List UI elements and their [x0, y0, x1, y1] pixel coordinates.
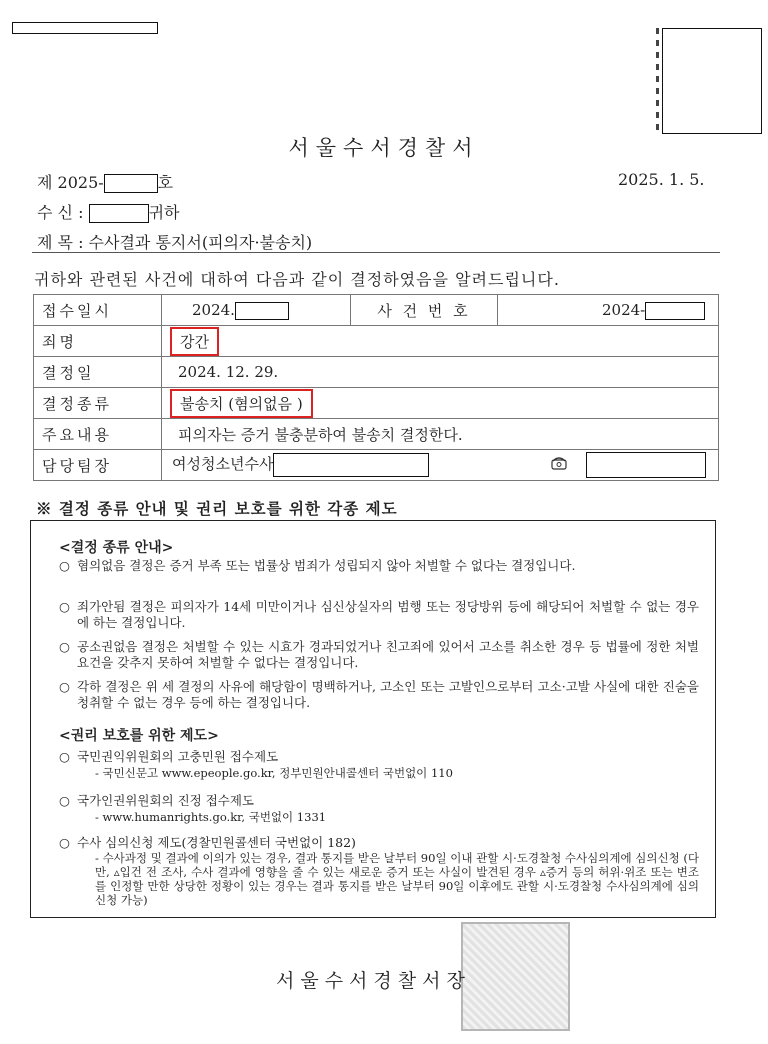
table-row [34, 326, 719, 357]
table-row [34, 450, 719, 481]
redacted-receipt [235, 302, 289, 320]
document-date: 2025. 1. 5. [618, 170, 705, 189]
list-item: ○ 혐의없음 결정은 증거 부족 또는 법률상 범죄가 성립되지 않아 처벌할 수 없다는 결정입니다. [59, 558, 576, 573]
team-value: 여성청소년수사 [162, 450, 719, 481]
decision-type-label: 결정종류 [34, 388, 162, 419]
highlight-box: 불송치 (혐의없음 ) [170, 389, 313, 418]
divider [32, 252, 720, 253]
case-number-value: 2024- [498, 295, 719, 326]
redacted-header-bar [12, 22, 158, 34]
redacted-phone [586, 452, 706, 478]
table-row [34, 357, 719, 388]
crime-value [162, 326, 719, 357]
team-label: 담당팀장 [34, 450, 162, 481]
signature: 서울수서경찰서장 [276, 970, 471, 992]
info-box [30, 520, 716, 918]
decision-heading: <결정 종류 안내> [59, 540, 174, 556]
list-item: ○ 국가인권위원회의 진정 접수제도 - www.humanrights.go.kr, 국번없이 1331 [59, 793, 327, 824]
list-item: ○ 죄가안됨 결정은 피의자가 14세 미만이거나 심신상실자의 범행 또는 정당방위 등에 해당되어 처벌할 수 없는 경우에 하는 결정입니다. [59, 599, 699, 630]
content-value: 피의자는 증거 불충분하여 불송치 결정한다. [162, 419, 719, 450]
recipient: 수 신 : 귀하 [37, 203, 180, 222]
decision-date-label: 결정일 [34, 357, 162, 388]
intro-text: 귀하와 관련된 사건에 대하여 다음과 같이 결정하였음을 알려드립니다. [34, 270, 560, 289]
table-row [34, 295, 719, 326]
list-item: ○ 수사 심의신청 제도(경찰민원콜센터 국번없이 182) - 수사과정 및 결과에 이의가 있는 경우, 결과 통지를 받은 날부터 90일 이내 관할 시·도경찰청 수사심의계에 심의신청 (다만, ▵입건 전 조사, 수사 결과에 영향을 줄 수 있는 새로운 증거 또는 사실이 발견된 경우 ▵증거 등의 허위·위조 또는 변조를 인정할 만한 상당한 정황이 있는 경우는 결과 통지를 받은 날부터 90일 이후에도 관할 시·도경찰청 수사심의계에 심의신청 가능) [59, 835, 699, 907]
content-label: 주요내용 [34, 419, 162, 450]
document-title: 서울수서경찰서 [288, 136, 480, 160]
case-number-label: 사 건 번 호 [351, 295, 498, 326]
subject-line: 제 목 : 수사결과 통지서(피의자·불송치) [37, 233, 313, 252]
document-number: 제 2025- 호 [37, 173, 174, 192]
list-item: ○ 공소권없음 결정은 처벌할 수 있는 시효가 경과되었거나 친고죄에 있어서 고소를 취소한 경우 등 법률에 정한 처벌요건을 갖추지 못하여 처벌할 수 없다는 결정입니다. [59, 639, 699, 670]
result-table [33, 294, 719, 481]
table-row [34, 419, 719, 450]
crime-label: 죄명 [34, 326, 162, 357]
receipt-label: 접수일시 [34, 295, 162, 326]
perforation-line [656, 28, 659, 132]
redacted-case-number [645, 302, 705, 320]
receipt-value: 2024. [162, 295, 351, 326]
highlight-box: 강간 [170, 327, 219, 356]
list-item: ○ 각하 결정은 위 세 결정의 사유에 해당함이 명백하거나, 고소인 또는 고발인으로부터 고소·고발 사실에 대한 진술을 청취할 수 없는 경우 등에 하는 결정입니다. [59, 679, 699, 710]
decision-date-value: 2024. 12. 29. [162, 357, 719, 388]
decision-type-value [162, 388, 719, 419]
official-seal [461, 922, 570, 1031]
rights-heading: <권리 보호를 위한 제도> [59, 728, 219, 744]
redacted-number [104, 174, 158, 193]
phone-icon [551, 456, 567, 474]
table-row [34, 388, 719, 419]
redacted-recipient [89, 204, 149, 223]
list-item: ○ 국민권익위원회의 고충민원 접수제도 - 국민신문고 www.epeople.go.kr, 정부민원안내콜센터 국번없이 110 [59, 749, 453, 780]
notice-title: ※ 결정 종류 안내 및 권리 보호를 위한 각종 제도 [36, 499, 398, 518]
redacted-team [273, 453, 429, 477]
redacted-photo-box [662, 28, 762, 134]
